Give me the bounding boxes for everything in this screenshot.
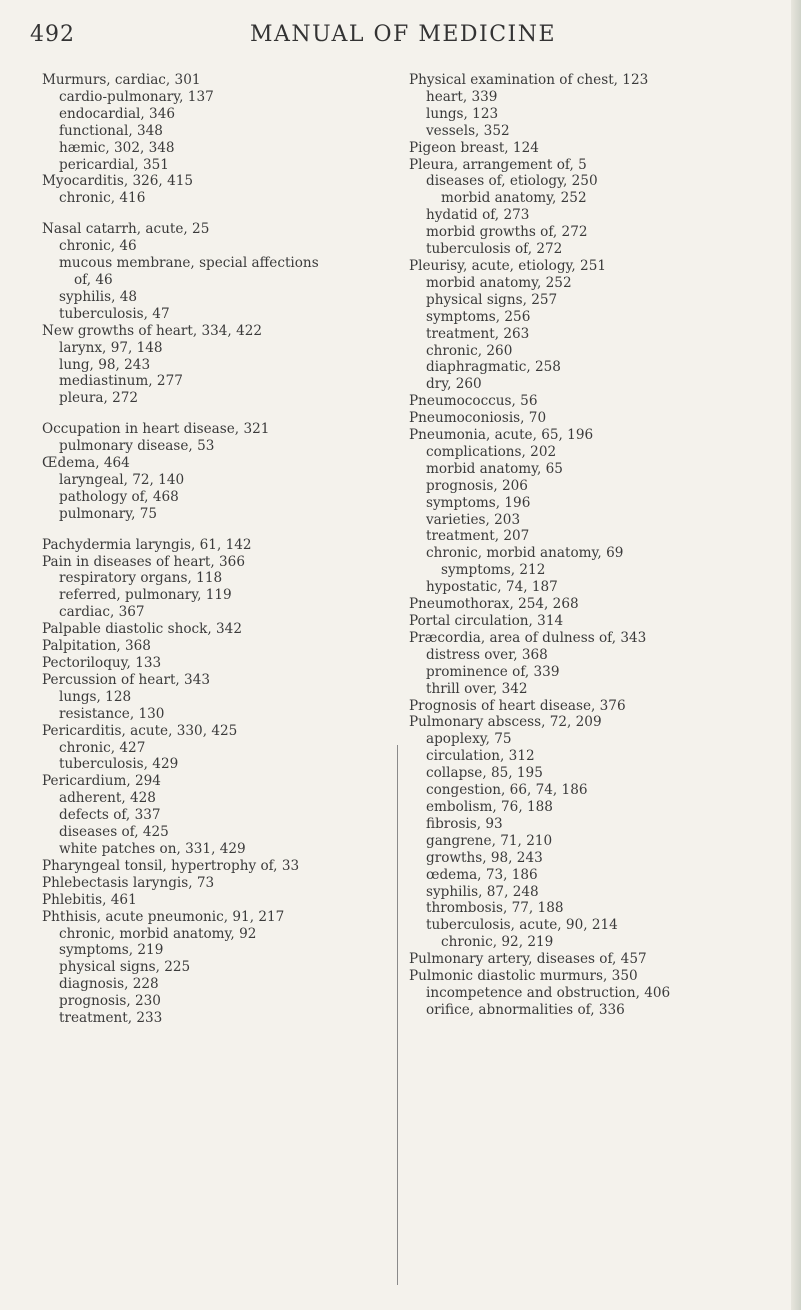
- index-subentry: mediastinum, 277: [59, 373, 183, 390]
- page-number: 492: [30, 22, 75, 47]
- index-subentry: lung, 98, 243: [59, 356, 151, 373]
- index-group: [42, 421, 422, 522]
- index-subentry: apoplexy, 75: [426, 731, 512, 748]
- index-subentry: tuberculosis, 429: [59, 756, 179, 773]
- index-subentry: morbid anatomy, 65: [426, 460, 563, 477]
- index-heading-entry: Phlebitis, 461: [42, 891, 137, 908]
- index-group: [409, 72, 789, 1019]
- index-heading-entry: Pneumothorax, 254, 268: [409, 596, 579, 613]
- index-heading-entry: Pneumococcus, 56: [409, 393, 538, 410]
- index-subentry: tuberculosis, acute, 90, 214: [426, 917, 618, 934]
- index-subentry: circulation, 312: [426, 748, 535, 765]
- index-subentry: morbid anatomy, 252: [426, 274, 572, 291]
- index-subentry: œdema, 73, 186: [426, 866, 538, 883]
- index-subentry: hypostatic, 74, 187: [426, 579, 558, 596]
- index-subentry: orifice, abnormalities of, 336: [426, 1001, 625, 1018]
- index-subentry: morbid anatomy, 252: [441, 190, 587, 207]
- index-heading-entry: Phlebectasis laryngis, 73: [42, 874, 215, 891]
- index-subentry: treatment, 207: [426, 528, 530, 545]
- index-heading-entry: Pulmonary abscess, 72, 209: [409, 714, 602, 731]
- index-heading-entry: Murmurs, cardiac, 301: [42, 72, 201, 88]
- index-subentry: embolism, 76, 188: [426, 798, 553, 815]
- index-group: [42, 72, 422, 207]
- index-subentry: functional, 348: [59, 122, 163, 139]
- index-subentry: prognosis, 230: [59, 993, 161, 1010]
- index-subentry: morbid growths of, 272: [426, 224, 588, 241]
- column-rule: [397, 745, 398, 1285]
- index-subentry: incompetence and obstruction, 406: [426, 984, 671, 1001]
- index-heading-entry: Pericardium, 294: [42, 773, 161, 790]
- page-header: [30, 22, 770, 62]
- index-subentry: heart, 339: [426, 88, 498, 105]
- index-heading-entry: Pleura, arrangement of, 5: [409, 156, 587, 173]
- index-subentry: varieties, 203: [426, 511, 521, 528]
- index-subentry: adherent, 428: [59, 790, 156, 807]
- index-subentry: diagnosis, 228: [59, 976, 159, 993]
- index-subentry: prominence of, 339: [426, 663, 560, 680]
- index-heading-entry: Percussion of heart, 343: [42, 671, 210, 688]
- index-subentry: mucous membrane, special affections: [59, 255, 319, 272]
- index-subentry: fibrosis, 93: [426, 815, 503, 832]
- index-subentry: hydatid of, 273: [426, 207, 530, 224]
- index-subentry: tuberculosis of, 272: [426, 241, 563, 258]
- index-subentry: treatment, 263: [426, 325, 530, 342]
- index-group: [42, 221, 422, 407]
- index-heading-entry: Portal circulation, 314: [409, 613, 564, 629]
- index-heading-entry: New growths of heart, 334, 422: [42, 322, 263, 339]
- index-heading-entry: Prognosis of heart disease, 376: [409, 697, 626, 714]
- index-heading-entry: Pachydermia laryngis, 61, 142: [42, 536, 252, 553]
- index-subentry: pulmonary, 75: [59, 505, 158, 522]
- index-subentry: chronic, 46: [59, 238, 137, 255]
- index-subentry: tuberculosis, 47: [59, 305, 170, 322]
- index-subentry: larynx, 97, 148: [59, 339, 163, 356]
- index-subentry: congestion, 66, 74, 186: [426, 782, 588, 799]
- index-subentry: diseases of, etiology, 250: [426, 173, 598, 190]
- page-edge-shadow: [791, 0, 801, 1310]
- index-subentry: chronic, 416: [59, 190, 146, 207]
- index-subentry: lungs, 128: [59, 688, 132, 705]
- index-heading-entry: Pleurisy, acute, etiology, 251: [409, 257, 606, 274]
- index-heading-entry: Pulmonary artery, diseases of, 457: [409, 951, 647, 968]
- index-heading-entry: Pigeon breast, 124: [409, 139, 539, 156]
- index-subentry: chronic, 92, 219: [441, 934, 554, 951]
- index-subentry: of, 46: [74, 271, 113, 288]
- index-subentry: diaphragmatic, 258: [426, 359, 561, 376]
- index-subentry: chronic, morbid anatomy, 69: [426, 545, 624, 562]
- index-heading-entry: Pneumonia, acute, 65, 196: [409, 427, 594, 444]
- index-subentry: white patches on, 331, 429: [59, 840, 246, 857]
- index-heading-entry: Pulmonic diastolic murmurs, 350: [409, 968, 638, 985]
- index-subentry: distress over, 368: [426, 646, 548, 663]
- index-subentry: symptoms, 196: [426, 494, 531, 511]
- index-subentry: complications, 202: [426, 443, 557, 460]
- index-column-left: [42, 72, 422, 1041]
- index-heading-entry: Palpable diastolic shock, 342: [42, 621, 242, 638]
- index-group: [42, 537, 422, 1027]
- index-subentry: chronic, morbid anatomy, 92: [59, 925, 257, 942]
- index-subentry: treatment, 233: [59, 1010, 163, 1027]
- index-subentry: pericardial, 351: [59, 156, 169, 173]
- index-subentry: dry, 260: [426, 376, 482, 393]
- index-heading-entry: Myocarditis, 326, 415: [42, 173, 194, 190]
- index-subentry: cardio-pulmonary, 137: [59, 88, 214, 105]
- index-subentry: resistance, 130: [59, 705, 165, 722]
- index-subentry: collapse, 85, 195: [426, 765, 543, 782]
- index-subentry: laryngeal, 72, 140: [59, 471, 185, 488]
- index-column-right: [409, 72, 789, 1033]
- index-subentry: diseases of, 425: [59, 824, 169, 841]
- index-subentry: endocardial, 346: [59, 105, 175, 122]
- index-subentry: symptoms, 212: [441, 562, 546, 579]
- index-heading-entry: Palpitation, 368: [42, 638, 151, 655]
- index-heading-entry: Physical examination of chest, 123: [409, 72, 649, 88]
- index-subentry: respiratory organs, 118: [59, 570, 223, 587]
- index-subentry: referred, pulmonary, 119: [59, 587, 232, 604]
- index-heading-entry: Præcordia, area of dulness of, 343: [409, 629, 647, 646]
- index-subentry: vessels, 352: [426, 122, 510, 139]
- index-heading-entry: Phthisis, acute pneumonic, 91, 217: [42, 908, 285, 925]
- index-subentry: syphilis, 87, 248: [426, 883, 539, 900]
- index-subentry: pleura, 272: [59, 390, 139, 407]
- index-heading-entry: Œdema, 464: [42, 455, 130, 472]
- index-subentry: lungs, 123: [426, 105, 499, 122]
- index-subentry: syphilis, 48: [59, 288, 138, 305]
- index-subentry: cardiac, 367: [59, 604, 145, 621]
- index-heading-entry: Pericarditis, acute, 330, 425: [42, 722, 238, 739]
- index-subentry: pulmonary disease, 53: [59, 438, 215, 455]
- index-heading-entry: Pneumoconiosis, 70: [409, 410, 547, 427]
- index-heading-entry: Pain in diseases of heart, 366: [42, 553, 245, 570]
- index-subentry: thrill over, 342: [426, 680, 528, 697]
- running-title: MANUAL OF MEDICINE: [250, 22, 557, 47]
- index-subentry: symptoms, 256: [426, 308, 531, 325]
- index-subentry: symptoms, 219: [59, 942, 164, 959]
- index-heading-entry: Pharyngeal tonsil, hypertrophy of, 33: [42, 857, 300, 874]
- index-subentry: physical signs, 225: [59, 959, 191, 976]
- index-subentry: growths, 98, 243: [426, 849, 543, 866]
- index-subentry: physical signs, 257: [426, 291, 558, 308]
- index-heading-entry: Occupation in heart disease, 321: [42, 421, 270, 438]
- index-subentry: gangrene, 71, 210: [426, 832, 553, 849]
- index-heading-entry: Pectoriloquy, 133: [42, 655, 162, 671]
- index-subentry: pathology of, 468: [59, 488, 179, 505]
- index-subentry: chronic, 427: [59, 739, 146, 756]
- index-subentry: chronic, 260: [426, 342, 513, 359]
- index-heading-entry: Nasal catarrh, acute, 25: [42, 221, 210, 238]
- index-subentry: prognosis, 206: [426, 477, 528, 494]
- index-subentry: defects of, 337: [59, 807, 161, 824]
- index-subentry: hæmic, 302, 348: [59, 139, 175, 156]
- index-subentry: thrombosis, 77, 188: [426, 900, 564, 917]
